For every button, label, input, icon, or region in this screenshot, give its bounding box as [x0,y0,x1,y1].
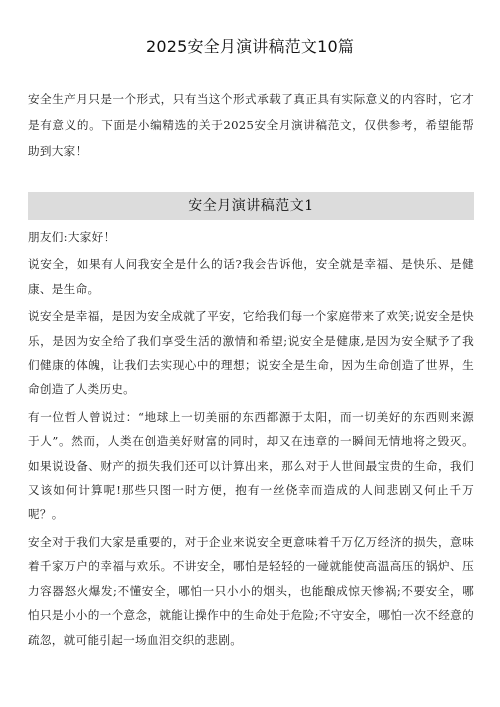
paragraph-greeting: 朋友们:大家好！ [28,230,116,244]
paragraph: 有一位哲人曾说过：“地球上一切美丽的东西都源于太阳，而一切美好的东西则来源于人”。然而，人类在创造美好财富的同时，却又在违章的一瞬间无情地将之毁灭。如果说设备、财产的损失我们还可以计算出来，那么对于人世间最宝贵的生命，我们又该如何计算呢!那些只图一时方便，抱有一丝侥幸而造成的人间悲剧又何止千万呢？。 [28,409,474,522]
section-body [28,225,474,655]
section-heading: 安全月演讲稿范文1 [28,192,474,220]
paragraph: 说安全，如果有人问我安全是什么的话?我会告诉他，安全就是幸福、是快乐、是健康、是生命。 [28,257,474,296]
paragraph: 说安全是幸福，是因为安全成就了平安，它给我们每一个家庭带来了欢笑;说安全是快乐，是因为安全给了我们享受生活的激情和希望;说安全是健康,是因为安全赋予了我们健康的体魄，让我们去实现心中的理想；说安全是生命，因为生命创造了世界，生命创造了人类历史。 [28,309,474,397]
paragraph: 安全对于我们大家是重要的，对于企业来说安全更意味着千万亿万经济的损失，意味着千家万户的幸福与欢乐。不讲安全，哪怕是轻轻的一碰就能使高温高压的锅炉、压力容器怒火爆发;不懂安全，哪怕一只小小的烟头，也能酿成惊天惨祸;不要安全，哪怕只是小小的一个意念，就能让操作中的生命处于危险;不守安全，哪怕一次不经意的疏忽，就可能引起一场血泪交织的悲剧。 [28,534,474,647]
intro-paragraph: 安全生产月只是一个形式，只有当这个形式承载了真正具有实际意义的内容时，它才是有意义的。下面是小编精选的关于2025安全月演讲稿范文，仅供参考，希望能帮助到大家！ [28,92,474,158]
document-title: 2025安全月演讲稿范文10篇 [145,37,355,56]
